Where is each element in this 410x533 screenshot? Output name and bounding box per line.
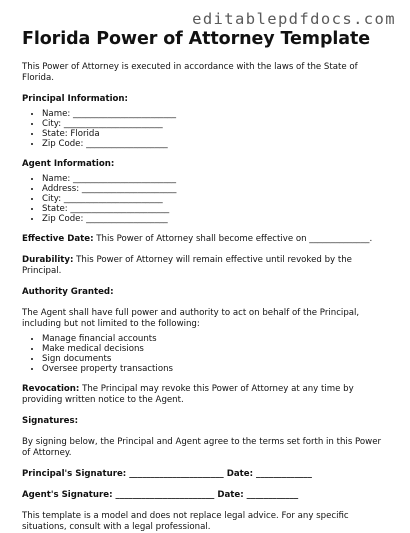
principal-list (22, 109, 392, 149)
principal-state-field: • State: Florida (42, 129, 392, 139)
durability-label: Durability: (22, 255, 74, 265)
agent-zip-field[interactable]: • Zip Code: ___________________ (42, 214, 392, 224)
agent-city-field[interactable]: • City: _______________________ (42, 194, 392, 204)
agent-list (22, 174, 392, 224)
durability-text: This Power of Attorney will remain effective until revoked by the Principal. (22, 255, 352, 276)
principal-heading: Principal Information: (22, 94, 128, 104)
principal-signature-line[interactable]: Principal's Signature: ______________________ Date: _____________ (22, 469, 312, 479)
authority-item: • Oversee property transactions (42, 364, 392, 374)
revocation-text: The Principal may revoke this Power of Attorney at any time by providing written notice to the Agent. (22, 384, 354, 405)
principal-name-field[interactable]: • Name: ________________________ (42, 109, 392, 119)
authority-heading: Authority Granted: (22, 287, 114, 297)
agent-signature-line[interactable]: Agent's Signature: _______________________ Date: ____________ (22, 490, 299, 500)
disclaimer-text: This template is a model and does not replace legal advice. For any specific situations, consult with a legal professional. (22, 511, 349, 532)
intro-text: This Power of Attorney is executed in accordance with the laws of the State of Florida. (22, 62, 358, 83)
document-title: Florida Power of Attorney Template (22, 29, 371, 49)
agent-state-field[interactable]: • State: _______________________ (42, 204, 392, 214)
effective-date-label: Effective Date: (22, 234, 94, 244)
authority-item: • Manage financial accounts (42, 334, 392, 344)
authority-text: The Agent shall have full power and authority to act on behalf of the Principal, including but not limited to the following: (22, 308, 360, 329)
authority-item: • Sign documents (42, 354, 392, 364)
agent-address-field[interactable]: • Address: ______________________ (42, 184, 392, 194)
document-body (22, 28, 392, 533)
effective-date-text: This Power of Attorney shall become effective on ______________. (93, 234, 373, 244)
effective-date-paragraph (22, 234, 392, 245)
agent-heading: Agent Information: (22, 159, 115, 169)
durability-paragraph (22, 255, 392, 277)
authority-item: • Make medical decisions (42, 344, 392, 354)
site-watermark: editablepdfdocs.com (192, 10, 396, 28)
agent-name-field[interactable]: • Name: ________________________ (42, 174, 392, 184)
revocation-label: Revocation: (22, 384, 80, 394)
revocation-paragraph (22, 384, 392, 406)
authority-list (22, 334, 392, 374)
principal-zip-field[interactable]: • Zip Code: ___________________ (42, 139, 392, 149)
principal-city-field[interactable]: • City: _______________________ (42, 119, 392, 129)
signatures-heading: Signatures: (22, 416, 79, 426)
signatures-text: By signing below, the Principal and Agent agree to the terms set forth in this Power of Attorney. (22, 437, 382, 458)
